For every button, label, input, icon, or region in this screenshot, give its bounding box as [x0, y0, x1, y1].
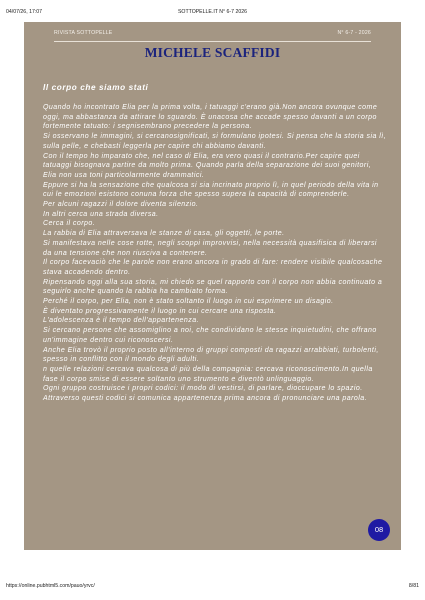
article-paragraph: Quando ho incontrato Elia per la prima volta, i tatuaggi c'erano già.Non ancora ovunque come oggi, ma abbastanza da attirare lo sguardo. È unacosa che accade spesso davanti a un corpo fortemente tatuato: i segnisembrano precedere la persona.: [43, 104, 378, 131]
article-paragraph: Eppure si ha la sensazione che qualcosa si sia incrinato proprio lì, in quel periodo della vita in cui le emozioni esistono conuna forza che spesso supera la capacità di comprenderle.: [43, 181, 379, 199]
browser-print-footer: [6, 583, 419, 593]
article-paragraph: n quelle relazioni cercava qualcosa di più della compagnia: cercava riconoscimento.In quella fase il corpo smise di essere soltanto uno strumento e diventò unlinguaggio.: [43, 365, 373, 383]
magazine-name: RIVISTA SOTTOPELLE: [54, 30, 113, 36]
article-title: Il corpo che siamo stati: [43, 83, 149, 92]
article-paragraph: Cerca il corpo.: [43, 220, 96, 228]
magazine-page: [24, 22, 401, 550]
header-divider: [54, 41, 371, 42]
browser-print-header: [6, 9, 419, 19]
article-paragraph: È diventato progressivamente il luogo in cui cercare una risposta.: [43, 307, 277, 315]
magazine-issue: N° 6-7 - 2026: [337, 30, 371, 36]
article-paragraph: L'adolescenza è il tempo dell'appartenenza.: [43, 317, 200, 325]
print-page-title: SOTTOPELLE.IT N° 6-7 2026: [177, 9, 248, 15]
print-page-count: 8/81: [408, 583, 419, 589]
article-paragraph: Il corpo facevaciò che le parole non erano ancora in grado di fare: rendere visibile qualcosache stava accadendo dentro.: [43, 259, 383, 276]
article-paragraph: Si osservano le immagini, si cercanosignificati, si formulano ipotesi. Si pensa che la storia sia lì, sulla pelle, e chebasti leggerla per capire chi abbiamo davanti.: [43, 133, 387, 150]
article-paragraph: Anche Elia trovò il proprio posto all'interno di gruppi composti da ragazzi arrabbiati, turbolenti, spesso in conflitto con il mondo degli adulti.: [43, 346, 379, 364]
article-paragraph: Si manifestava nelle cose rotte, negli scoppi improvvisi, nella necessità quasifisica di liberarsi da una tensione che non riusciva a contenere.: [43, 239, 377, 257]
article-paragraph: Con il tempo ho imparato che, nel caso di Elia, era vero quasi il contrario.Per capire quei tatuaggi bisognava partire da molto prima. Quando parla della separazione dei suoi genitori, Elia non usa toni particolarmente drammatici.: [43, 152, 372, 179]
article-paragraph: In altri cerca una strada diversa.: [43, 210, 159, 218]
article-paragraph: Per alcuni ragazzi il dolore diventa silenzio.: [43, 201, 199, 209]
article-paragraph: Ogni gruppo costruisce i propri codici: il modo di vestirsi, di parlare, dioccupare lo spazio. Attraverso questi codici si comunica appartenenza prima ancora di pronunciare una parola.: [43, 385, 368, 403]
article-paragraph: La rabbia di Elia attraversava le stanze di casa, gli oggetti, le porte.: [43, 230, 285, 238]
article-paragraph: Ripensando oggi alla sua storia, mi chiedo se quel rapporto con il corpo non abbia continuato a seguirlo anche quando la rabbia ha cambiato forma.: [43, 278, 383, 296]
print-datetime: 04/07/26, 17:07: [6, 9, 43, 15]
print-url[interactable]: https://online.pubhtml5.com/pauo/yrvc/: [6, 583, 95, 589]
article-paragraph: Si cercano persone che assomiglino a noi, che condividano le stesse inquietudini, che offrano un'immagine dentro cui riconoscersi.: [43, 327, 377, 344]
author-name: MICHELE SCAFFIDI: [144, 45, 281, 60]
article-body: [43, 103, 387, 404]
page-number-badge[interactable]: 08: [368, 519, 390, 541]
article-paragraph: Perché il corpo, per Elia, non è stato soltanto il luogo in cui esprimere un disagio.: [43, 298, 334, 306]
